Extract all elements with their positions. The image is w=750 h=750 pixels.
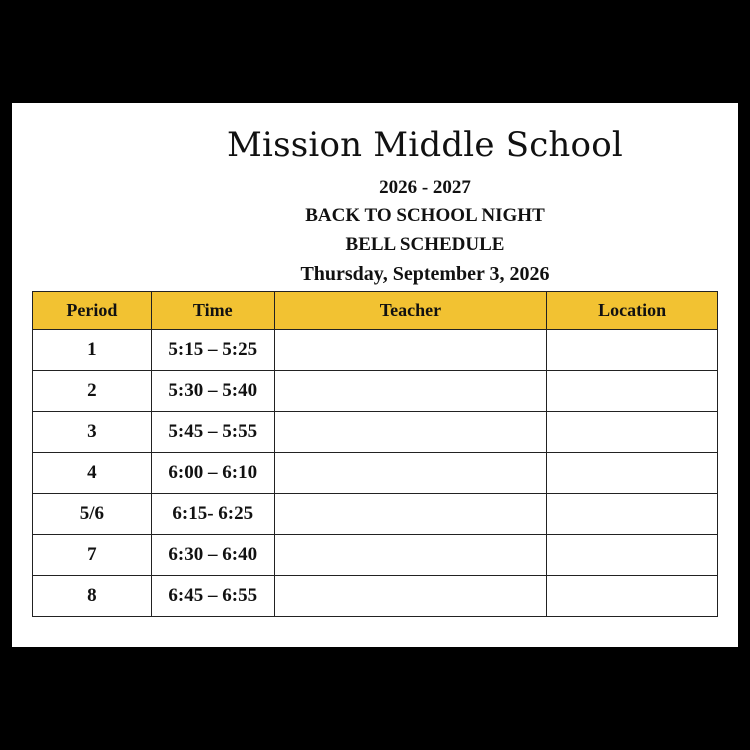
- table-row: [33, 576, 718, 617]
- school-years: 2026 - 2027: [379, 177, 471, 198]
- period-cell: 5/6: [33, 494, 152, 535]
- period-cell: 4: [33, 453, 152, 494]
- table-row: [33, 494, 718, 535]
- location-cell: [547, 494, 718, 535]
- period-cell: 1: [33, 330, 152, 371]
- location-cell: [547, 412, 718, 453]
- time-cell: 5:45 – 5:55: [151, 412, 274, 453]
- period-cell: 8: [33, 576, 152, 617]
- period-cell: 2: [33, 371, 152, 412]
- schedule-title: BELL SCHEDULE: [345, 234, 505, 255]
- time-cell: 6:00 – 6:10: [151, 453, 274, 494]
- time-cell: 6:15- 6:25: [151, 494, 274, 535]
- teacher-cell: [274, 412, 547, 453]
- period-cell: 7: [33, 535, 152, 576]
- event-title: BACK TO SCHOOL NIGHT: [305, 205, 545, 226]
- location-cell: [547, 535, 718, 576]
- teacher-cell: [274, 576, 547, 617]
- location-cell: [547, 371, 718, 412]
- time-cell: 5:15 – 5:25: [151, 330, 274, 371]
- table-row: [33, 453, 718, 494]
- column-header-teacher: Teacher: [274, 292, 547, 330]
- location-cell: [547, 453, 718, 494]
- teacher-cell: [274, 494, 547, 535]
- time-cell: 5:30 – 5:40: [151, 371, 274, 412]
- location-cell: [547, 330, 718, 371]
- table-row: [33, 330, 718, 371]
- table-header-row: [33, 292, 718, 330]
- time-cell: 6:45 – 6:55: [151, 576, 274, 617]
- location-cell: [547, 576, 718, 617]
- column-header-period: Period: [33, 292, 152, 330]
- event-date: Thursday, September 3, 2026: [300, 263, 550, 285]
- table-row: [33, 412, 718, 453]
- period-cell: 3: [33, 412, 152, 453]
- schedule-sheet: [12, 103, 738, 647]
- school-name: Mission Middle School: [227, 125, 623, 165]
- teacher-cell: [274, 453, 547, 494]
- table-row: [33, 371, 718, 412]
- bell-schedule-table: [32, 291, 718, 617]
- table-row: [33, 535, 718, 576]
- time-cell: 6:30 – 6:40: [151, 535, 274, 576]
- teacher-cell: [274, 330, 547, 371]
- teacher-cell: [274, 371, 547, 412]
- column-header-location: Location: [547, 292, 718, 330]
- column-header-time: Time: [151, 292, 274, 330]
- teacher-cell: [274, 535, 547, 576]
